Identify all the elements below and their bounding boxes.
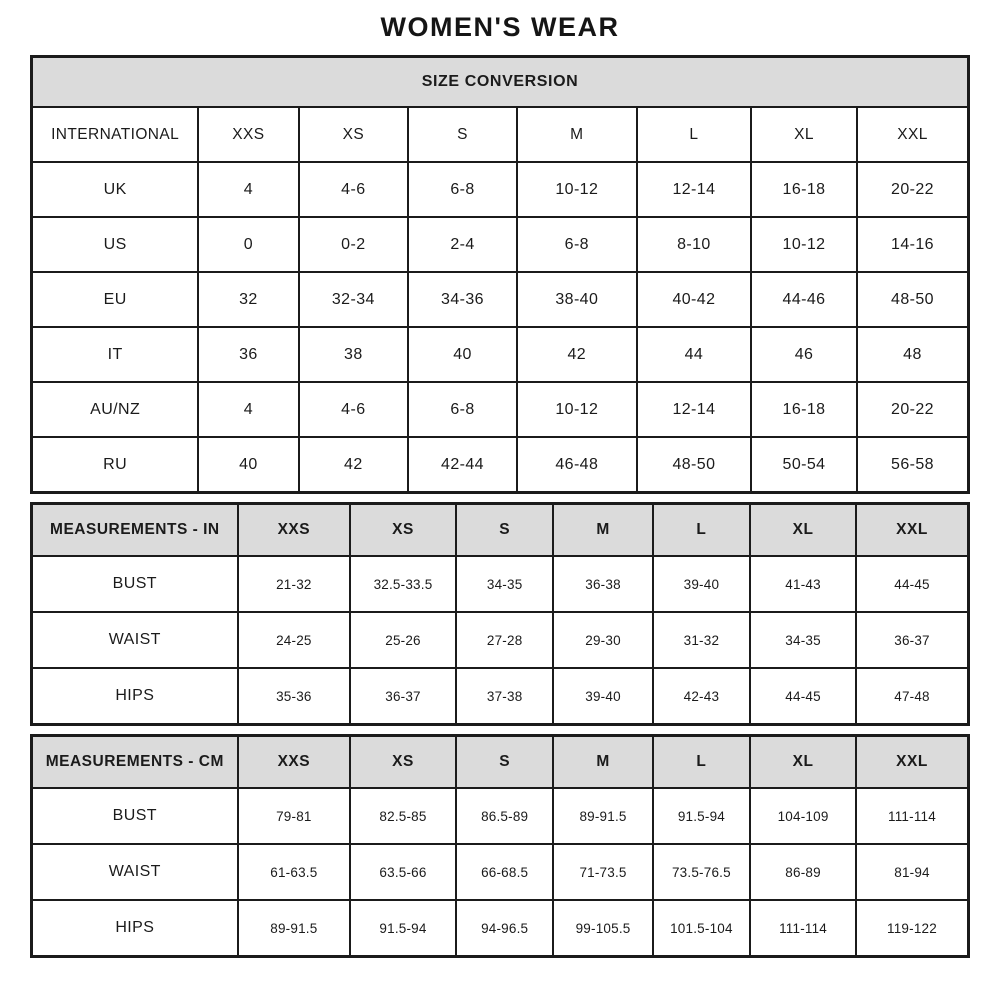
column-header-cell: XXL (857, 107, 969, 162)
size-value-cell: 36 (198, 327, 298, 382)
measurement-value-cell: 61-63.5 (238, 844, 350, 900)
size-value-cell: 12-14 (637, 162, 751, 217)
row-label-cell: RU (32, 437, 199, 493)
size-value-cell: 32-34 (299, 272, 409, 327)
column-header-cell: M (553, 504, 652, 557)
measurement-value-cell: 44-45 (856, 556, 969, 612)
size-value-cell: 42-44 (408, 437, 517, 493)
table-row-waist-cm (32, 844, 969, 900)
measurement-value-cell: 89-91.5 (553, 788, 652, 844)
row-label-cell: HIPS (32, 900, 238, 957)
measurement-value-cell: 24-25 (238, 612, 350, 668)
measurement-value-cell: 99-105.5 (553, 900, 652, 957)
table-row-hips-in (32, 668, 969, 725)
column-header-cell: L (637, 107, 751, 162)
measurement-value-cell: 81-94 (856, 844, 969, 900)
measurement-value-cell: 34-35 (456, 556, 553, 612)
size-value-cell: 8-10 (637, 217, 751, 272)
column-header-cell: XS (350, 504, 456, 557)
measurement-value-cell: 86-89 (750, 844, 856, 900)
column-header-cell: XXS (238, 504, 350, 557)
measurement-value-cell: 32.5-33.5 (350, 556, 456, 612)
row-label-cell: US (32, 217, 199, 272)
column-header-cell: XS (299, 107, 409, 162)
table-row-bust-in (32, 556, 969, 612)
size-value-cell: 46-48 (517, 437, 637, 493)
size-value-cell: 48-50 (637, 437, 751, 493)
measurement-value-cell: 35-36 (238, 668, 350, 725)
measurement-value-cell: 21-32 (238, 556, 350, 612)
row-label-cell: WAIST (32, 612, 238, 668)
measurement-value-cell: 104-109 (750, 788, 856, 844)
size-value-cell: 44-46 (751, 272, 857, 327)
size-value-cell: 40 (408, 327, 517, 382)
size-value-cell: 38-40 (517, 272, 637, 327)
measurements-in-header-row (32, 504, 969, 557)
size-value-cell: 38 (299, 327, 409, 382)
measurement-value-cell: 29-30 (553, 612, 652, 668)
measurement-value-cell: 39-40 (553, 668, 652, 725)
size-value-cell: 40 (198, 437, 298, 493)
measurement-value-cell: 73.5-76.5 (653, 844, 750, 900)
column-header-cell: XL (751, 107, 857, 162)
row-label-cell: AU/NZ (32, 382, 199, 437)
measurement-value-cell: 66-68.5 (456, 844, 553, 900)
measurement-value-cell: 119-122 (856, 900, 969, 957)
column-header-cell: L (653, 736, 750, 789)
size-value-cell: 14-16 (857, 217, 969, 272)
size-value-cell: 0-2 (299, 217, 409, 272)
size-value-cell: 48 (857, 327, 969, 382)
column-header-cell: S (408, 107, 517, 162)
size-value-cell: 4-6 (299, 162, 409, 217)
column-header-cell: L (653, 504, 750, 557)
size-value-cell: 20-22 (857, 382, 969, 437)
size-value-cell: 20-22 (857, 162, 969, 217)
measurement-value-cell: 31-32 (653, 612, 750, 668)
size-value-cell: 46 (751, 327, 857, 382)
measurement-value-cell: 36-37 (350, 668, 456, 725)
measurement-value-cell: 111-114 (856, 788, 969, 844)
size-value-cell: 10-12 (517, 382, 637, 437)
size-value-cell: 34-36 (408, 272, 517, 327)
measurement-value-cell: 79-81 (238, 788, 350, 844)
measurements-cm-header: MEASUREMENTS - CM (32, 736, 238, 789)
measurement-value-cell: 71-73.5 (553, 844, 652, 900)
size-value-cell: 16-18 (751, 382, 857, 437)
size-value-cell: 42 (517, 327, 637, 382)
size-value-cell: 40-42 (637, 272, 751, 327)
column-header-cell: XXS (238, 736, 350, 789)
table-row-eu (32, 272, 969, 327)
row-label-cell: EU (32, 272, 199, 327)
table-row-us (32, 217, 969, 272)
measurement-value-cell: 94-96.5 (456, 900, 553, 957)
size-value-cell: 44 (637, 327, 751, 382)
table-row-it (32, 327, 969, 382)
page-title: WOMEN'S WEAR (380, 12, 620, 42)
measurements-in-table (30, 502, 970, 726)
measurement-value-cell: 86.5-89 (456, 788, 553, 844)
column-header-cell: M (553, 736, 652, 789)
size-value-cell: 6-8 (408, 382, 517, 437)
measurement-value-cell: 101.5-104 (653, 900, 750, 957)
table-row-uk (32, 162, 969, 217)
size-value-cell: 10-12 (751, 217, 857, 272)
size-value-cell: 10-12 (517, 162, 637, 217)
measurement-value-cell: 27-28 (456, 612, 553, 668)
column-header-cell: XXS (198, 107, 298, 162)
column-header-cell: INTERNATIONAL (32, 107, 199, 162)
measurement-value-cell: 89-91.5 (238, 900, 350, 957)
row-label-cell: HIPS (32, 668, 238, 725)
row-label-cell: BUST (32, 556, 238, 612)
measurement-value-cell: 34-35 (750, 612, 856, 668)
size-conversion-header-row (32, 57, 969, 108)
column-header-cell: XS (350, 736, 456, 789)
size-value-cell: 12-14 (637, 382, 751, 437)
table-row-hips-cm (32, 900, 969, 957)
measurement-value-cell: 39-40 (653, 556, 750, 612)
measurements-cm-header-row (32, 736, 969, 789)
measurement-value-cell: 44-45 (750, 668, 856, 725)
column-header-cell: XXL (856, 504, 969, 557)
measurements-cm-table (30, 734, 970, 958)
row-label-cell: WAIST (32, 844, 238, 900)
size-value-cell: 0 (198, 217, 298, 272)
measurement-value-cell: 42-43 (653, 668, 750, 725)
measurement-value-cell: 111-114 (750, 900, 856, 957)
table-row-waist-in (32, 612, 969, 668)
column-header-cell: M (517, 107, 637, 162)
measurement-value-cell: 91.5-94 (350, 900, 456, 957)
size-value-cell: 48-50 (857, 272, 969, 327)
size-value-cell: 4-6 (299, 382, 409, 437)
measurement-value-cell: 91.5-94 (653, 788, 750, 844)
row-label-cell: IT (32, 327, 199, 382)
size-conversion-columns-row (32, 107, 969, 162)
measurement-value-cell: 36-38 (553, 556, 652, 612)
table-row-ru (32, 437, 969, 493)
measurement-value-cell: 63.5-66 (350, 844, 456, 900)
size-value-cell: 6-8 (408, 162, 517, 217)
column-header-cell: XL (750, 504, 856, 557)
column-header-cell: S (456, 736, 553, 789)
measurement-value-cell: 37-38 (456, 668, 553, 725)
size-value-cell: 56-58 (857, 437, 969, 493)
measurement-value-cell: 25-26 (350, 612, 456, 668)
column-header-cell: XXL (856, 736, 969, 789)
measurement-value-cell: 36-37 (856, 612, 969, 668)
row-label-cell: BUST (32, 788, 238, 844)
size-value-cell: 4 (198, 382, 298, 437)
size-value-cell: 32 (198, 272, 298, 327)
row-label-cell: UK (32, 162, 199, 217)
measurement-value-cell: 47-48 (856, 668, 969, 725)
column-header-cell: S (456, 504, 553, 557)
table-row-bust-cm (32, 788, 969, 844)
measurement-value-cell: 82.5-85 (350, 788, 456, 844)
size-conversion-header: SIZE CONVERSION (32, 57, 969, 108)
measurement-value-cell: 41-43 (750, 556, 856, 612)
size-value-cell: 6-8 (517, 217, 637, 272)
size-conversion-table (30, 55, 970, 494)
size-value-cell: 42 (299, 437, 409, 493)
column-header-cell: XL (750, 736, 856, 789)
size-value-cell: 2-4 (408, 217, 517, 272)
size-value-cell: 16-18 (751, 162, 857, 217)
table-row-aunz (32, 382, 969, 437)
measurements-in-header: MEASUREMENTS - IN (32, 504, 238, 557)
size-value-cell: 4 (198, 162, 298, 217)
size-value-cell: 50-54 (751, 437, 857, 493)
